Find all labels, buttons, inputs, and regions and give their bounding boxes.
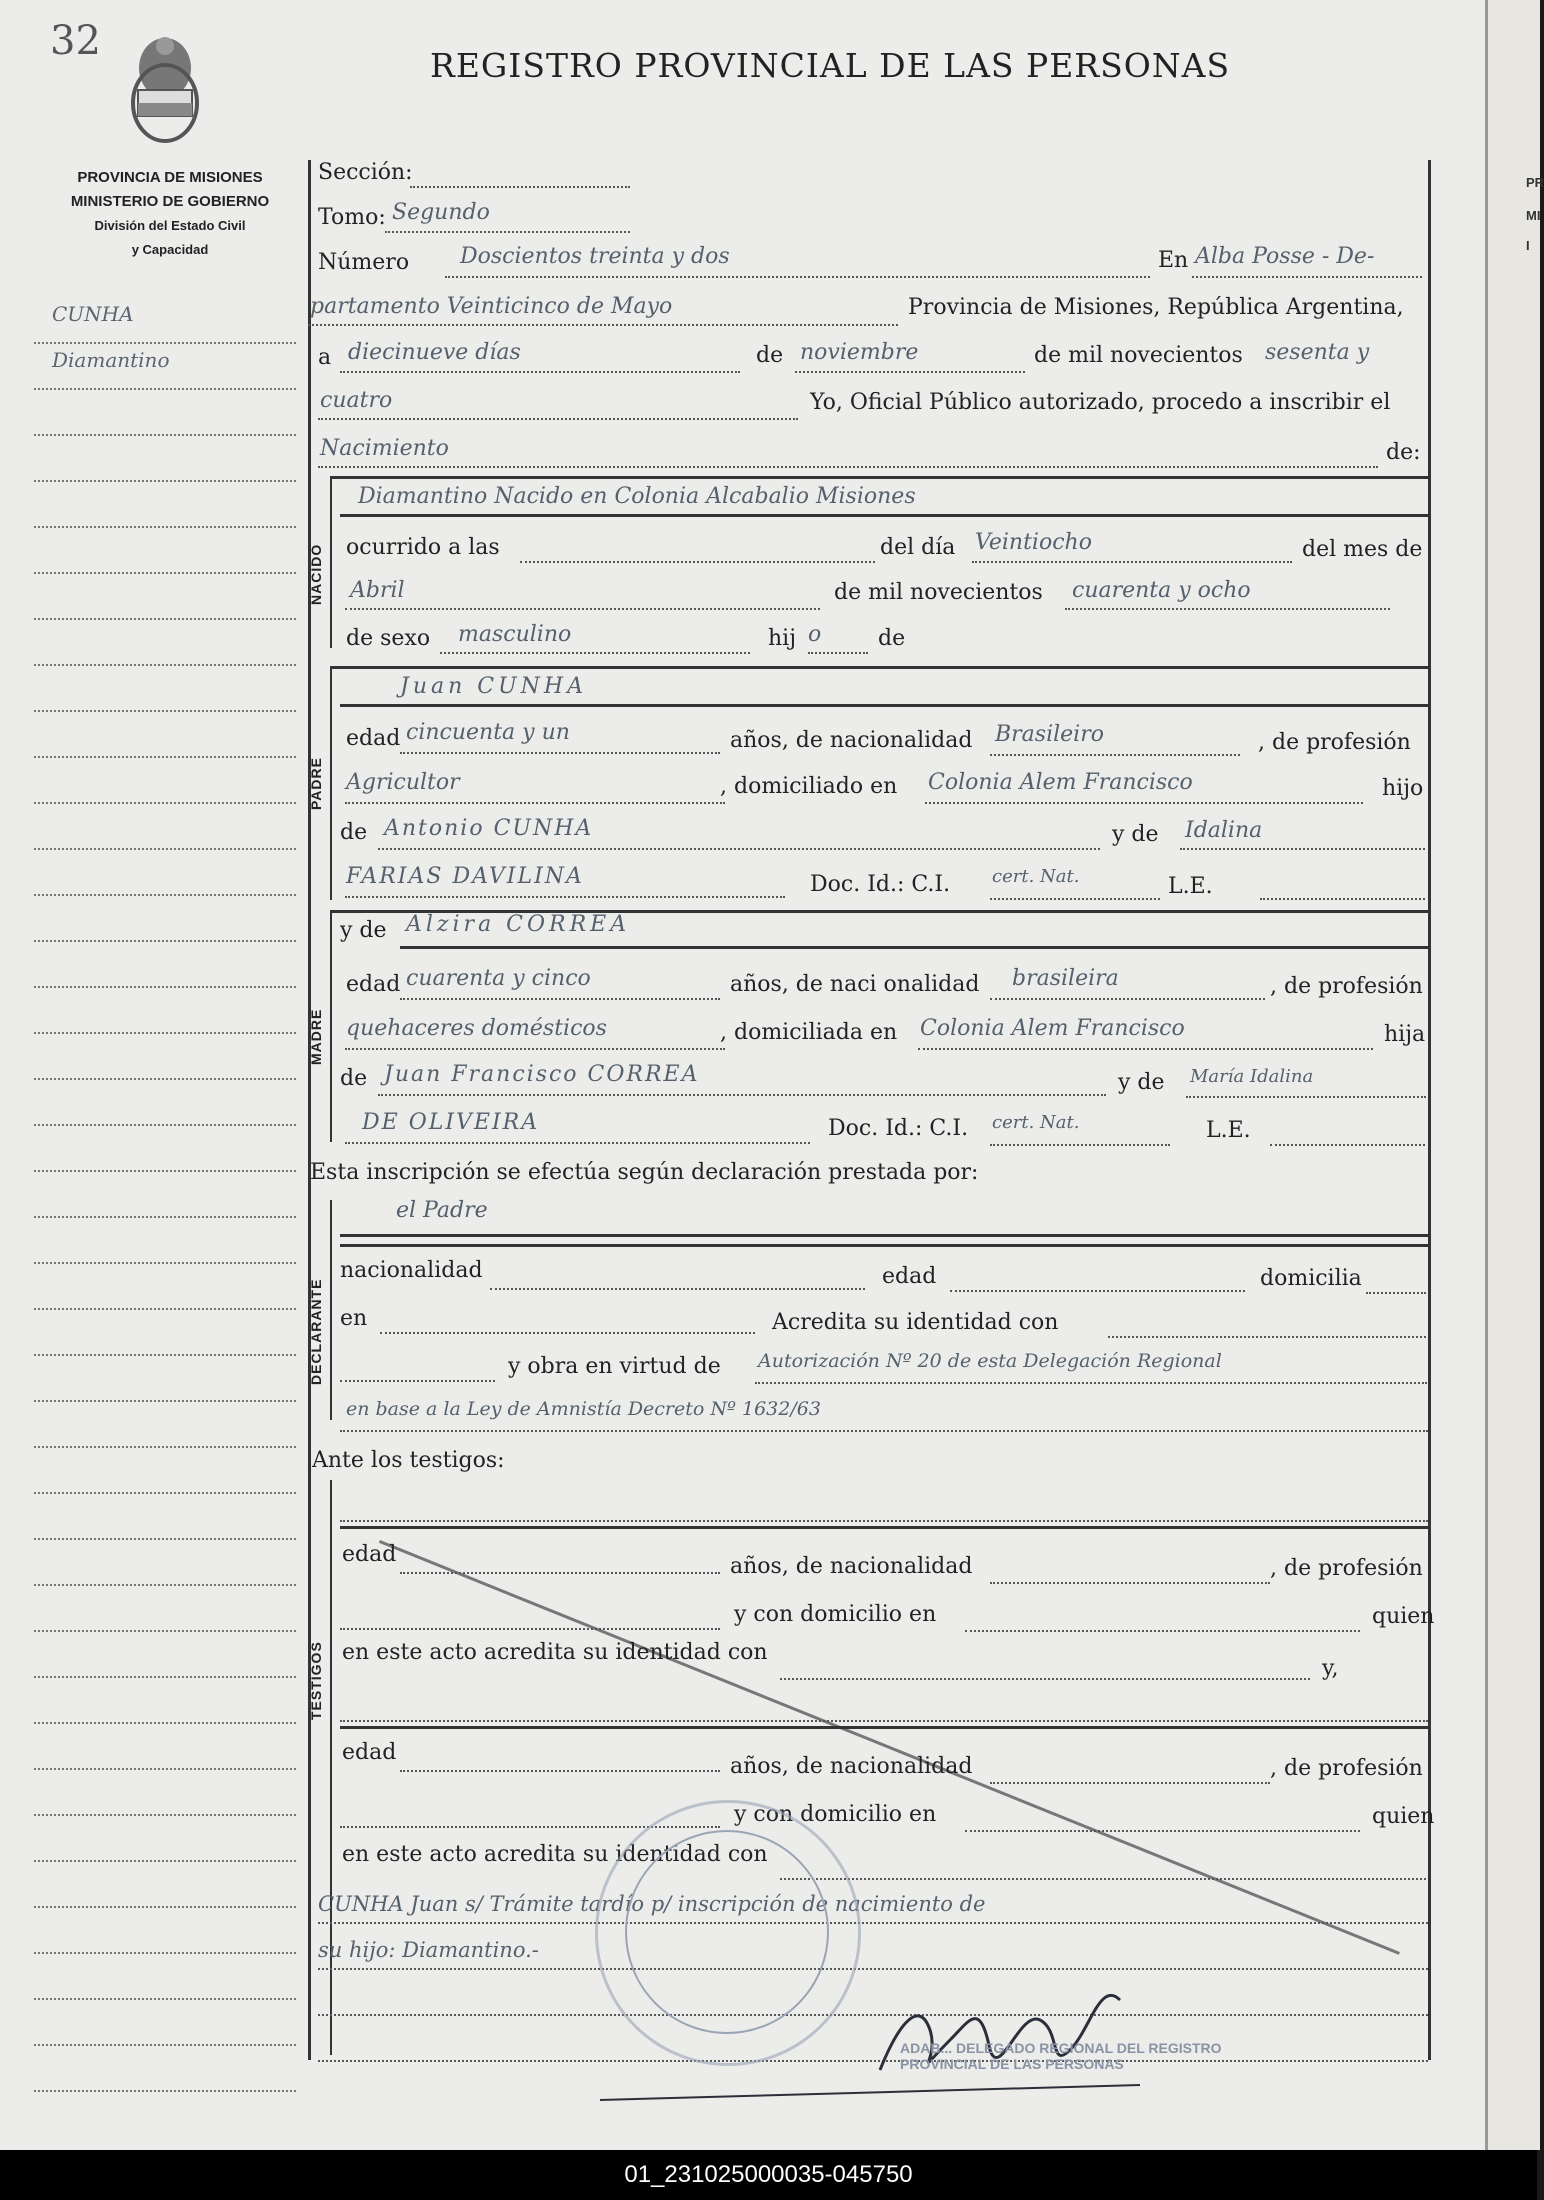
issuer-line: y Capacidad	[131, 242, 209, 257]
testigos-intro: Ante los testigos:	[312, 1448, 505, 1473]
madre-mother-field[interactable]	[1186, 1070, 1426, 1098]
padre-prof-label: , de profesión	[1258, 730, 1411, 755]
padre-father-value: Antonio CUNHA	[384, 816, 594, 841]
next-page-fragment: I	[1526, 238, 1530, 253]
margin-ruled-line	[34, 1308, 296, 1310]
declarante-edad-label: edad	[882, 1264, 937, 1289]
madre-y-de-label: y de	[340, 918, 387, 943]
testigo1-dom-field[interactable]	[965, 1604, 1360, 1632]
padre-dom-field[interactable]	[925, 776, 1363, 804]
madre-father-value: Juan Francisco CORREA	[384, 1062, 700, 1087]
document-title: REGISTRO PROVINCIAL DE LAS PERSONAS	[430, 46, 1231, 85]
margin-ruled-line	[34, 1860, 296, 1862]
padre-father-field[interactable]	[378, 822, 1100, 850]
margin-given-name: Diamantino	[52, 348, 170, 372]
margin-ruled-line	[34, 802, 296, 804]
declarante-nac-label: nacionalidad	[340, 1258, 483, 1283]
birth-month-field[interactable]	[345, 582, 820, 610]
birth-month-value: Abril	[350, 578, 405, 603]
declarante-by-rule-2	[340, 1244, 1428, 1247]
adjacent-page-edge	[1485, 0, 1544, 2150]
declarante-nac-field[interactable]	[490, 1262, 865, 1290]
declarante-section-label: DECLARANTE	[308, 1278, 324, 1385]
padre-le-field[interactable]	[1260, 872, 1425, 900]
testigo1-dom-label: y con domicilio en	[734, 1602, 937, 1627]
padre-hijo-label: hijo	[1382, 776, 1424, 801]
margin-ruled-line	[34, 1538, 296, 1540]
nacido-name-place: Diamantino Nacido en Colonia Alcabalio Misiones	[358, 484, 916, 509]
padre-name: Juan CUNHA	[400, 674, 587, 699]
padre-section-label: PADRE	[308, 757, 324, 810]
padre-doc-value: cert. Nat.	[992, 866, 1080, 887]
month-value: noviembre	[800, 340, 919, 365]
madre-name-rule	[400, 946, 1428, 949]
padre-bar	[330, 668, 332, 900]
padre-doc-label: Doc. Id.: C.I.	[810, 872, 951, 897]
declarante-obra-label: y obra en virtud de	[508, 1354, 721, 1379]
madre-mother-value-2: DE OLIVEIRA	[362, 1110, 540, 1135]
note-line-2: su hijo: Diamantino.-	[318, 1938, 539, 1962]
de-colon-label: de:	[1386, 440, 1421, 465]
margin-ruled-line	[34, 572, 296, 574]
declarante-obra-field-2[interactable]	[340, 1404, 1428, 1432]
declarante-dom-label: domicilia	[1260, 1266, 1362, 1291]
madre-bar	[330, 910, 332, 1142]
issuer-line: PROVINCIA DE MISIONES	[77, 169, 263, 186]
declarante-pre-field[interactable]	[340, 1354, 495, 1382]
year-text: de mil novecientos	[1034, 343, 1243, 368]
margin-ruled-line	[34, 664, 296, 666]
padre-doc-field[interactable]	[990, 872, 1160, 900]
margin-ruled-line	[34, 1032, 296, 1034]
madre-nac-field[interactable]	[990, 972, 1265, 1000]
margin-ruled-line	[34, 2044, 296, 2046]
madre-father-field[interactable]	[378, 1068, 1106, 1096]
declarante-obra-value-1: Autorización Nº 20 de esta Delegación Regional	[758, 1350, 1222, 1372]
nacido-de-label: de	[878, 626, 906, 651]
testigo1-acredita-field[interactable]	[780, 1652, 1310, 1680]
year-value-1: sesenta y	[1265, 340, 1370, 365]
madre-edad-field[interactable]	[400, 972, 720, 1000]
oficial-text: Yo, Oficial Público autorizado, procedo a inscribir el	[810, 390, 1391, 415]
testigo2-name-rule	[340, 1726, 1428, 1729]
birth-day-value: Veintiocho	[975, 530, 1092, 555]
padre-prof-field[interactable]	[345, 776, 725, 804]
madre-doc-value: cert. Nat.	[992, 1112, 1080, 1133]
next-page-fragment: PR	[1526, 175, 1544, 190]
margin-ruled-line	[34, 710, 296, 712]
de-label: de	[756, 343, 784, 368]
padre-top-rule	[330, 666, 1428, 669]
padre-mother-value: Idalina	[1185, 818, 1263, 843]
padre-dom-value: Colonia Alem Francisco	[928, 770, 1193, 795]
declarante-edad-field[interactable]	[950, 1264, 1245, 1292]
sexo-field[interactable]	[440, 626, 750, 654]
issuer-line: División del Estado Civil	[94, 218, 246, 233]
official-stamp-inner	[625, 1830, 829, 2034]
form-left-border	[308, 160, 311, 2060]
sexo-label: de sexo	[346, 626, 431, 651]
margin-ruled-line	[34, 1814, 296, 1816]
declarante-acredita-field[interactable]	[1108, 1310, 1426, 1338]
nacido-bar	[330, 478, 332, 648]
margin-ruled-line	[34, 1262, 296, 1264]
testigo1-nac-field[interactable]	[990, 1556, 1270, 1584]
signature-icon	[860, 1960, 1180, 2100]
margin-ruled-line	[34, 1722, 296, 1724]
issuer-block	[40, 166, 300, 262]
nacido-section-label: NACIDO	[308, 543, 324, 605]
madre-edad-value: cuarenta y cinco	[406, 966, 591, 991]
issuer-line: MINISTERIO DE GOBIERNO	[70, 193, 270, 210]
del-mes-label: del mes de	[1302, 537, 1423, 562]
madre-le-field[interactable]	[1270, 1118, 1425, 1146]
madre-section-label: MADRE	[308, 1008, 324, 1065]
year-field[interactable]	[318, 392, 798, 420]
margin-ruled-line	[34, 1216, 296, 1218]
declarante-by-value: el Padre	[396, 1198, 488, 1223]
nacido-top-rule	[330, 476, 1428, 479]
margin-ruled-line	[34, 1354, 296, 1356]
madre-prof-value: quehaceres domésticos	[346, 1016, 607, 1041]
tomo-value: Segundo	[392, 200, 490, 225]
declarante-en-field[interactable]	[380, 1306, 755, 1334]
padre-le-label: L.E.	[1168, 874, 1213, 899]
note-line-1: CUNHA Juan s/ Trámite tardío p/ inscripción de nacimiento de	[318, 1892, 986, 1916]
ocurrido-label: ocurrido a las	[346, 535, 500, 560]
tomo-label: Tomo:	[318, 205, 386, 230]
margin-ruled-line	[34, 526, 296, 528]
testigo2-edad-label: edad	[342, 1740, 397, 1765]
en-label: En	[1158, 248, 1189, 273]
testigo2-name-field[interactable]	[340, 1694, 1428, 1722]
testigo1-acredita-label: en este acto acredita su identidad con	[342, 1640, 768, 1665]
day-field[interactable]	[340, 345, 740, 373]
margin-ruled-line	[34, 848, 296, 850]
madre-doc-label: Doc. Id.: C.I.	[828, 1116, 969, 1141]
margin-ruled-line	[34, 1906, 296, 1908]
a-label: a	[318, 345, 332, 370]
testigo2-edad-field[interactable]	[400, 1744, 720, 1772]
numero-value: Doscientos treinta y dos	[460, 244, 730, 269]
stamp-text: ADAB... DELEGADO REGIONAL DEL REGISTRO PROVINCIAL DE LAS PERSONAS	[900, 2040, 1222, 2072]
en-field[interactable]	[1192, 250, 1422, 278]
margin-ruled-line	[34, 342, 296, 344]
nacido-name-rule	[340, 514, 1428, 517]
margin-ruled-line	[34, 1170, 296, 1172]
madre-prof-label: , de profesión	[1270, 974, 1423, 999]
testigo1-quien-label: quien	[1372, 1604, 1435, 1629]
testigo1-prof-field[interactable]	[340, 1602, 720, 1630]
margin-ruled-line	[34, 1676, 296, 1678]
declarante-acredita-label: Acredita su identidad con	[772, 1310, 1059, 1335]
padre-edad-label: edad	[346, 726, 401, 751]
padre-y-de-label: y de	[1112, 822, 1159, 847]
testigo2-acredita-field[interactable]	[780, 1852, 1426, 1880]
padre-nac-label: años, de nacionalidad	[730, 728, 973, 753]
margin-ruled-line	[34, 1768, 296, 1770]
acta-type-value: Nacimiento	[320, 436, 449, 461]
time-field[interactable]	[520, 535, 875, 563]
padre-edad-field[interactable]	[400, 726, 720, 754]
madre-dom-field[interactable]	[918, 1022, 1373, 1050]
acta-type-field[interactable]	[318, 440, 1378, 468]
padre-edad-value: cincuenta y un	[406, 720, 570, 745]
madre-name: Alzira CORREA	[406, 912, 631, 937]
tomo-field[interactable]	[385, 205, 630, 233]
numero-field[interactable]	[445, 250, 1150, 278]
birth-day-field[interactable]	[972, 535, 1292, 563]
next-page-fragment: MI	[1526, 208, 1541, 223]
madre-mother-field-2[interactable]	[345, 1116, 810, 1144]
note-field-1[interactable]	[318, 1896, 1428, 1924]
madre-mother-value: María Idalina	[1190, 1066, 1314, 1087]
madre-y-de2-label: y de	[1118, 1070, 1165, 1095]
margin-ruled-line	[34, 1446, 296, 1448]
testigo2-dom-field[interactable]	[965, 1804, 1360, 1832]
margin-ruled-line	[34, 618, 296, 620]
birth-year-label: de mil novecientos	[834, 580, 1043, 605]
padre-mother-field[interactable]	[1180, 822, 1425, 850]
declarante-bar	[330, 1200, 332, 1420]
month-field[interactable]	[795, 345, 1025, 373]
margin-ruled-line	[34, 1078, 296, 1080]
birth-year-value: cuarenta y ocho	[1072, 578, 1251, 603]
margin-ruled-line	[34, 1998, 296, 2000]
page-number: 32	[50, 18, 101, 64]
testigo1-name-field[interactable]	[340, 1494, 1428, 1522]
madre-dom-label: , domiciliada en	[720, 1020, 898, 1045]
declarante-intro: Esta inscripción se efectúa según declaración prestada por:	[310, 1160, 979, 1185]
numero-label: Número	[318, 250, 410, 275]
madre-hija-label: hija	[1384, 1022, 1426, 1047]
form-right-border	[1428, 160, 1431, 2060]
del-dia-label: del día	[880, 535, 956, 560]
madre-nac-value: brasileira	[1012, 966, 1119, 991]
testigo2-quien-label: quien	[1372, 1804, 1435, 1829]
madre-dom-value: Colonia Alem Francisco	[920, 1016, 1185, 1041]
padre-nac-value: Brasileiro	[995, 722, 1104, 747]
madre-le-label: L.E.	[1206, 1118, 1251, 1143]
madre-de-label: de	[340, 1066, 368, 1091]
padre-nac-field[interactable]	[990, 728, 1240, 756]
declarante-en-label: en	[340, 1306, 368, 1331]
margin-ruled-line	[34, 480, 296, 482]
place-value: partamento Veinticinco de Mayo	[310, 294, 673, 319]
testigo2-prof-label: , de profesión	[1270, 1756, 1423, 1781]
testigo1-name-rule	[340, 1526, 1428, 1529]
margin-surname: CUNHA	[52, 302, 134, 326]
testigo2-acredita-label: en este acto acredita su identidad con	[342, 1842, 768, 1867]
madre-doc-field[interactable]	[990, 1118, 1170, 1146]
madre-prof-field[interactable]	[345, 1022, 725, 1050]
margin-ruled-line	[34, 894, 296, 896]
sexo-value: masculino	[458, 622, 572, 647]
margin-ruled-line	[34, 1492, 296, 1494]
testigo2-dom-label: y con domicilio en	[734, 1802, 937, 1827]
seccion-field[interactable]	[410, 160, 630, 188]
province-text: Provincia de Misiones, República Argentina,	[908, 295, 1404, 320]
testigos-section-label: TESTIGOS	[308, 1641, 324, 1720]
padre-prof-value: Agricultor	[346, 770, 460, 795]
coat-of-arms-icon	[120, 28, 210, 148]
madre-edad-label: edad	[346, 972, 401, 997]
testigo2-nac-field[interactable]	[990, 1756, 1270, 1784]
margin-ruled-lines	[34, 312, 296, 2182]
margin-ruled-line	[34, 1400, 296, 1402]
padre-dom-label: , domiciliado en	[720, 774, 898, 799]
declarante-obra-field-1[interactable]	[755, 1356, 1427, 1384]
margin-ruled-line	[34, 986, 296, 988]
testigo1-y-label: y,	[1322, 1656, 1339, 1681]
margin-ruled-line	[34, 1630, 296, 1632]
day-value: diecinueve días	[348, 340, 521, 365]
hijo-label: hij	[768, 626, 797, 651]
margin-ruled-line	[34, 940, 296, 942]
seccion-label: Sección:	[318, 160, 413, 185]
margin-ruled-line	[34, 756, 296, 758]
place-field[interactable]	[308, 298, 898, 326]
margin-ruled-line	[34, 1952, 296, 1954]
testigo1-edad-label: edad	[342, 1542, 397, 1567]
hijo-suffix: o	[808, 622, 822, 647]
testigo1-edad-field[interactable]	[400, 1546, 720, 1574]
en-value: Alba Posse - De-	[1195, 244, 1375, 269]
padre-de-label: de	[340, 820, 368, 845]
testigo1-nac-label: años, de nacionalidad	[730, 1554, 973, 1579]
padre-mother-value-2: FARIAS DAVILINA	[346, 864, 584, 889]
margin-ruled-line	[34, 2090, 296, 2092]
hijo-field[interactable]	[808, 626, 868, 654]
margin-ruled-line	[34, 1584, 296, 1586]
margin-ruled-line	[34, 388, 296, 390]
testigo2-nac-label: años, de nacionalidad	[730, 1754, 973, 1779]
year-value-2: cuatro	[320, 388, 393, 413]
image-id-footer: 01_231025000035-045750	[0, 2150, 1537, 2200]
madre-nac-label: años, de naci onalidad	[730, 972, 980, 997]
testigo1-prof-label: , de profesión	[1270, 1556, 1423, 1581]
margin-ruled-line	[34, 1124, 296, 1126]
declarante-obra-value-2: en base a la Ley de Amnistía Decreto Nº 1632/63	[346, 1398, 821, 1420]
declarante-by-rule-1	[340, 1234, 1428, 1237]
declarante-dom-field[interactable]	[1366, 1266, 1426, 1294]
padre-name-rule	[340, 704, 1428, 707]
padre-mother-field-2[interactable]	[345, 870, 785, 898]
birth-year-field[interactable]	[1065, 582, 1390, 610]
margin-ruled-line	[34, 434, 296, 436]
